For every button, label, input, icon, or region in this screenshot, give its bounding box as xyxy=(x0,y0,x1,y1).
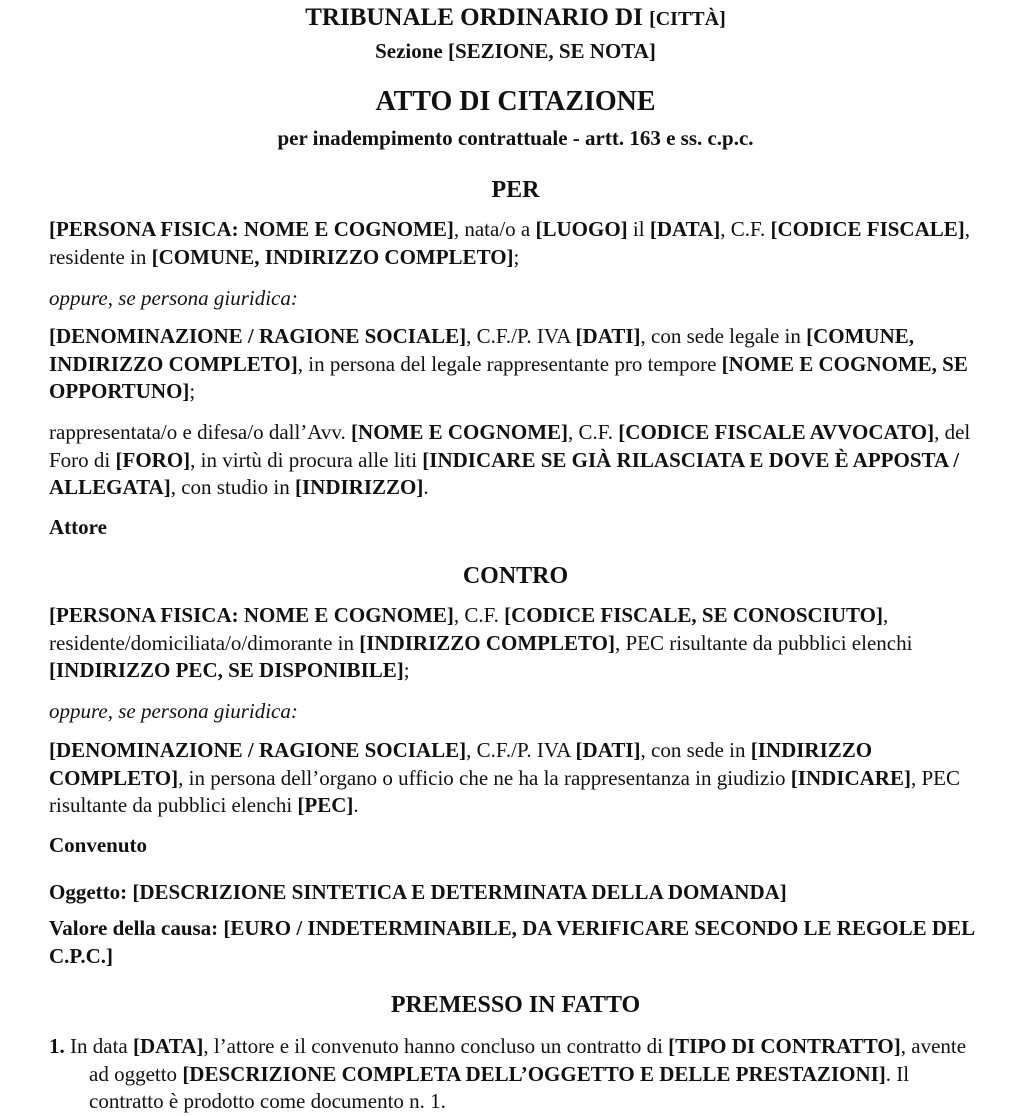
convenuto-alternative-note: oppure, se persona giuridica: xyxy=(49,699,298,723)
placeholder-field: [DATI] xyxy=(575,738,641,762)
placeholder-field: 1. xyxy=(49,1034,65,1058)
oggetto-line: Oggetto: [DESCRIZIONE SINTETICA E DETERMINATA DELLA DOMANDA] xyxy=(49,880,787,904)
text-run: , residente/domiciliata/o/dimorante in xyxy=(49,603,889,655)
text-run: , con sede in xyxy=(640,738,751,762)
placeholder-field: [INDIRIZZO PEC, SE DISPONIBILE] xyxy=(49,658,404,682)
text-run: , in persona del legale rappresentante pro tempore xyxy=(297,351,722,376)
placeholder-field: [CODICE FISCALE, SE CONOSCIUTO] xyxy=(504,603,883,627)
text-run: il xyxy=(627,217,650,241)
court-title xyxy=(0,4,1031,33)
valore-causa: Valore della causa: [EURO / INDETERMINABILE, DA VERIFICARE SECONDO LE REGOLE DEL C.P.C.] xyxy=(49,916,974,968)
placeholder-field: [INDICARE SE GIÀ RILASCIATA E DOVE È APPOSTA / ALLEGATA] xyxy=(49,447,960,499)
attore-difensore xyxy=(49,419,991,502)
fatto-item-1 xyxy=(49,1033,979,1116)
text-run: , in virtù di procura alle liti xyxy=(190,447,423,472)
text-run: , C.F./P. IVA xyxy=(466,738,576,762)
text-run: , l’attore e il convenuto hanno concluso un contratto di xyxy=(203,1034,669,1058)
convenuto-persona-giuridica xyxy=(49,737,991,820)
placeholder-field: [DATA] xyxy=(649,217,721,241)
placeholder-field: [PEC] xyxy=(297,793,354,817)
text-run: , nata/o a xyxy=(453,217,536,241)
text-run: , PEC risultante da pubblici elenchi xyxy=(49,765,960,817)
placeholder-field: [TIPO DI CONTRATTO] xyxy=(668,1034,901,1058)
text-run: . xyxy=(353,793,359,817)
text-run: , in persona dell’organo o ufficio che ne ha la rappresentanza in giudizio xyxy=(178,765,791,790)
placeholder-field: [INDIRIZZO] xyxy=(294,475,424,499)
placeholder-field: [DATA] xyxy=(132,1034,204,1058)
placeholder-field: [DENOMINAZIONE / RAGIONE SOCIALE] xyxy=(49,738,467,762)
attore-persona-giuridica xyxy=(49,323,991,406)
attore-role-label: Attore xyxy=(49,515,107,539)
placeholder-field: [NOME E COGNOME] xyxy=(351,420,569,444)
attore-persona-fisica xyxy=(49,216,991,271)
placeholder-field: [COMUNE, INDIRIZZO COMPLETO] xyxy=(151,244,514,269)
placeholder-field: [COMUNE, INDIRIZZO COMPLETO] xyxy=(49,324,915,376)
text-run: rappresentata/o e difesa/o dall’Avv. xyxy=(49,420,352,444)
convenuto-role-label: Convenuto xyxy=(49,833,148,857)
text-run: , C.F. xyxy=(453,603,505,627)
placeholder-field: [NOME E COGNOME, SE OPPORTUNO] xyxy=(49,351,968,403)
placeholder-field: [INDIRIZZO COMPLETO] xyxy=(49,738,873,790)
text-run: , C.F. xyxy=(568,420,619,444)
text-run: ; xyxy=(189,379,196,403)
placeholder-field: [CODICE FISCALE] xyxy=(770,217,965,241)
text-run: , con studio in xyxy=(170,475,295,499)
placeholder-field: [DENOMINAZIONE / RAGIONE SOCIALE] xyxy=(49,324,467,348)
text-run: , del Foro di xyxy=(49,420,971,472)
text-run: . xyxy=(423,475,429,499)
placeholder-field: [FORO] xyxy=(115,447,191,472)
heading-premesso-in-fatto: PREMESSO IN FATTO xyxy=(390,992,641,1018)
placeholder-field: [LUOGO] xyxy=(535,217,628,241)
placeholder-field: [PERSONA FISICA: NOME E COGNOME] xyxy=(49,217,454,241)
text-run: , con sede legale in xyxy=(640,324,807,348)
text-run: , avente ad oggetto xyxy=(89,1034,967,1086)
court-title-text: TRIBUNALE ORDINARIO DI xyxy=(305,4,643,31)
text-run: , residente in xyxy=(49,217,971,269)
text-run: ; xyxy=(403,658,410,682)
court-section: Sezione [SEZIONE, SE NOTA] xyxy=(375,39,656,63)
text-run: , C.F. xyxy=(720,217,771,241)
placeholder-field: [DESCRIZIONE COMPLETA DELL’OGGETTO E DELLE PRESTAZIONI] xyxy=(182,1061,886,1086)
text-run: , C.F./P. IVA xyxy=(466,324,576,348)
court-city: [CITTÀ] xyxy=(649,8,726,30)
text-run: In data xyxy=(64,1034,133,1058)
placeholder-field: [DATI] xyxy=(575,324,641,348)
placeholder-field: [INDIRIZZO COMPLETO] xyxy=(359,630,615,655)
text-run: , PEC risultante da pubblici elenchi xyxy=(614,630,913,655)
attore-alternative-note: oppure, se persona giuridica: xyxy=(49,286,298,310)
document-subtitle: per inadempimento contrattuale - artt. 163 e ss. c.p.c. xyxy=(277,126,754,150)
heading-contro: CONTRO xyxy=(462,563,569,589)
placeholder-field: [INDICARE] xyxy=(790,765,911,790)
text-run: . Il contratto è prodotto come documento n. 1. xyxy=(89,1061,910,1113)
placeholder-field: [PERSONA FISICA: NOME E COGNOME] xyxy=(49,603,454,627)
placeholder-field: [CODICE FISCALE AVVOCATO] xyxy=(618,420,935,444)
text-run: ; xyxy=(513,244,520,269)
heading-per: PER xyxy=(491,177,540,203)
convenuto-persona-fisica xyxy=(49,602,991,685)
document-title: ATTO DI CITAZIONE xyxy=(375,86,656,117)
